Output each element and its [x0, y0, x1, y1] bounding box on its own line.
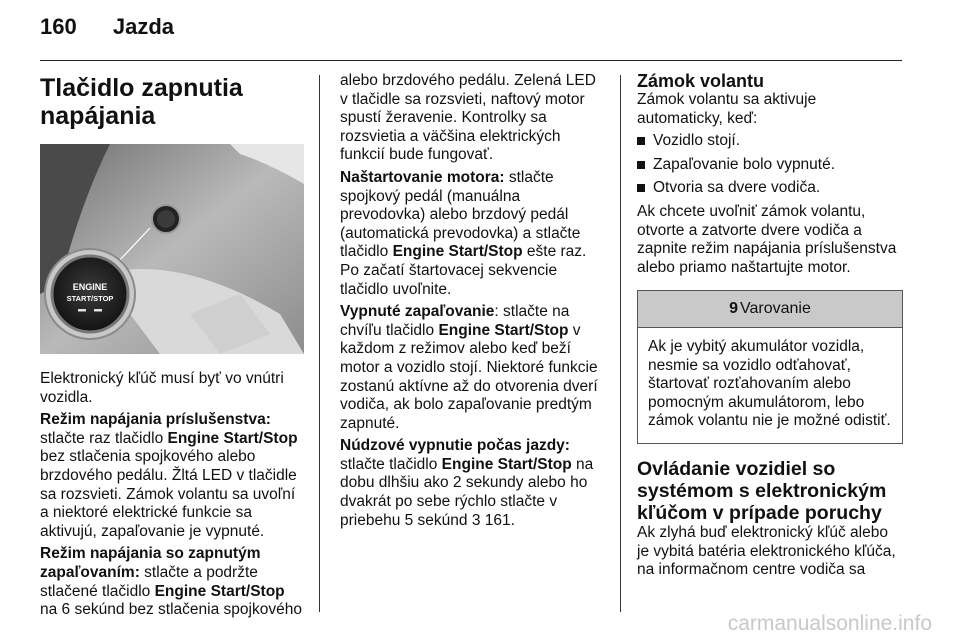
column-divider-1 — [319, 75, 320, 612]
paragraph-accessory-mode: Režim napájania príslušenstva: stlačte raz tlačidlo Engine Start/Stop bez stlačenia spojkového alebo brzdového pedálu. Žltá LED v tlačidle sa rozsvieti. Zámok volantu sa uvoľní a niektoré elektrické funkcie sa aktivujú, zapaľovanie je vypnuté. — [40, 411, 298, 540]
column-1 — [40, 72, 304, 624]
warning-triangle-icon: 9 — [729, 300, 739, 318]
warning-title: Varovanie — [740, 300, 811, 318]
button-label-startstop: START/STOP — [66, 294, 114, 303]
paragraph-unlock: Ak chcete uvoľniť zámok volantu, otvorte a zatvorte dvere vodiča a zapnite režim napájania príslušenstva alebo priamo naštartujte motor. — [637, 202, 897, 276]
page-header — [40, 14, 174, 40]
section-heading-fault: Ovládanie vozidiel so systémom s elektronickým kľúčom v prípade poruchy — [637, 457, 887, 524]
watermark: carmanualsonline.info — [727, 612, 932, 635]
page-reference-link[interactable]: 3 161. — [471, 511, 515, 529]
paragraph-lock-activates: Zámok volantu sa aktivuje automaticky, keď: — [637, 91, 817, 127]
paragraph-emergency-off: Núdzové vypnutie počas jazdy: stlačte tlačidlo Engine Start/Stop na dobu dlhšiu ako 2 sekundy alebo ho dvakrát po sebe rýchlo stlačte v priebehu 5 sekúnd 3 161. — [340, 437, 594, 529]
section-title: Jazda — [112, 14, 174, 39]
paragraph-ignition-mode: Režim napájania so zapnutým zapaľovaním: stlačte a podržte stlačené tlačidlo Engine Start/Stop na 6 sekúnd bez stlačenia spojkového — [40, 545, 302, 619]
start-stop-button-photo — [40, 144, 304, 354]
paragraph-continuation: alebo brzdového pedálu. Zelená LED v tlačidle sa rozsvieti, naftový motor spustí žeravenie. Kontrolky sa rozsvietia a väčšina elektrických funkcií bude fungovať. — [340, 72, 596, 164]
paragraph-engine-start: Naštartovanie motora: stlačte spojkový pedál (manuálna prevodovka) alebo brzdový pedál (automatická prevodovka) a stlačte tlačidlo Engine Start/Stop ešte raz. Po začatí štartovacej sekvencie tlačidlo uvoľnite. — [340, 168, 587, 298]
warning-box — [637, 290, 903, 444]
list-item: Vozidlo stojí. — [637, 132, 903, 151]
column-2 — [340, 72, 604, 534]
header-rule — [40, 60, 902, 61]
paragraph-key-inside: Elektronický kľúč musí byť vo vnútri vozidla. — [40, 370, 284, 406]
column-divider-2 — [620, 75, 621, 612]
page-number: 160 — [40, 14, 77, 39]
section-heading-steering-lock: Zámok volantu — [637, 71, 765, 91]
list-item: Otvoria sa dvere vodiča. — [637, 179, 903, 198]
bullet-list — [637, 132, 903, 198]
button-label-engine: ENGINE — [72, 282, 108, 292]
paragraph-fault: Ak zlyhá buď elektronický kľúč alebo je vybitá batéria elektronického kľúča, na informačnom centre vodiča sa — [637, 523, 896, 579]
column-3 — [637, 72, 903, 584]
warning-header — [638, 291, 902, 328]
warning-text: Ak je vybitý akumulátor vozidla, nesmie sa vozidlo odťahovať, štartovať rozťahovaním alebo pomocným akumulátorom, lebo zámok volantu nie je možné odistiť. — [648, 337, 891, 430]
paragraph-ignition-off: Vypnuté zapaľovanie: stlačte na chvíľu tlačidlo Engine Start/Stop v každom z režimov alebo keď beží motor a vozidlo stojí. Niektoré funkcie zostanú aktívne až do otvorenia dverí vodiča, ak bolo zapaľovanie predtým zapnuté. — [340, 303, 598, 432]
page-title: Tlačidlo zapnutia napájania — [40, 74, 243, 130]
list-item: Zapaľovanie bolo vypnuté. — [637, 156, 903, 175]
